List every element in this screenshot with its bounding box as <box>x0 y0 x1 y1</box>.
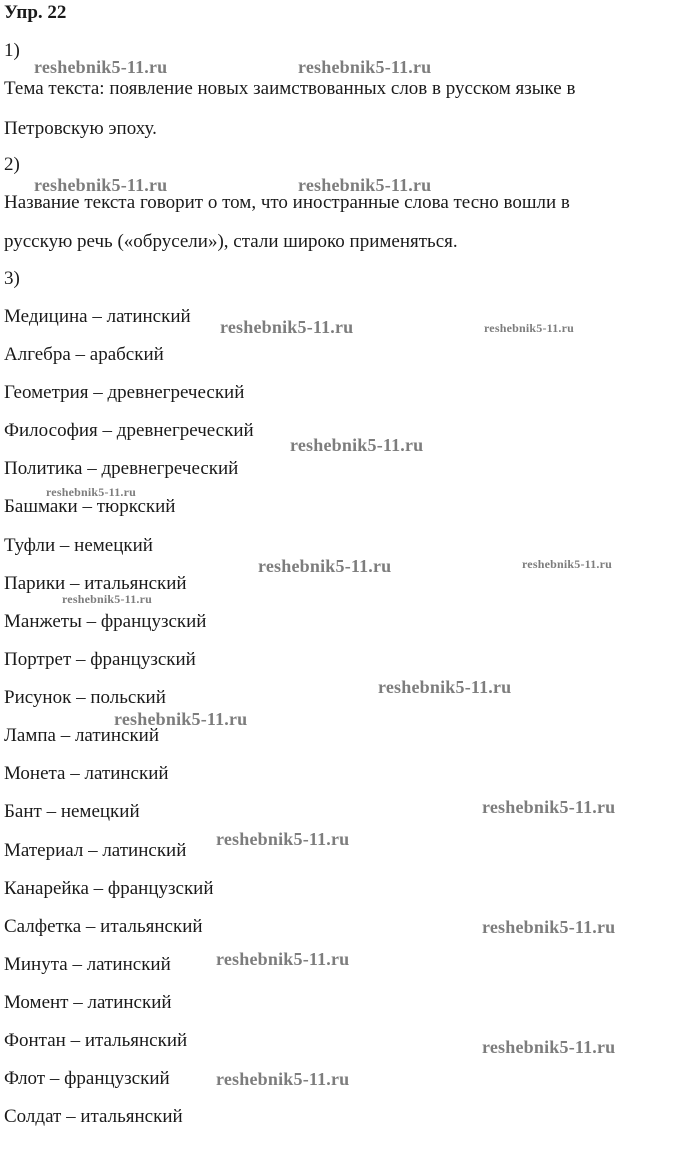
watermark: reshebnik5-11.ru <box>378 677 512 697</box>
list-item: Парики – итальянский <box>4 573 187 594</box>
watermark: reshebnik5-11.ru <box>522 557 612 571</box>
list-item: Алгебра – арабский <box>4 344 164 365</box>
list-item: Флот – французский <box>4 1068 170 1089</box>
list-item: Портрет – французский <box>4 649 196 670</box>
list-item: Политика – древнегреческий <box>4 458 239 479</box>
list-item: Философия – древнегреческий <box>4 420 254 441</box>
list-item: Канарейка – французский <box>4 878 214 899</box>
list-item: Момент – латинский <box>4 992 172 1013</box>
list-item: Лампа – латинский <box>4 725 160 746</box>
list-item: Башмаки – тюркский <box>4 496 176 517</box>
list-item: Туфли – немецкий <box>4 535 153 556</box>
list-item: Медицина – латинский <box>4 306 191 327</box>
watermark: reshebnik5-11.ru <box>258 556 392 576</box>
section-2-label: 2) <box>4 154 20 175</box>
watermark: reshebnik5-11.ru <box>34 175 168 195</box>
section-1-text-line: Петровскую эпоху. <box>4 118 157 139</box>
section-3-label: 3) <box>4 268 20 289</box>
list-item: Рисунок – польский <box>4 687 166 708</box>
section-1-text-line: Тема текста: появление новых заимствованных слов в русском языке в <box>4 78 576 99</box>
watermark: reshebnik5-11.ru <box>290 435 424 455</box>
watermark: reshebnik5-11.ru <box>482 917 616 937</box>
list-item: Монета – латинский <box>4 763 169 784</box>
watermark: reshebnik5-11.ru <box>484 321 574 335</box>
watermark: reshebnik5-11.ru <box>62 592 152 606</box>
watermark: reshebnik5-11.ru <box>298 175 432 195</box>
watermark: reshebnik5-11.ru <box>216 1069 350 1089</box>
list-item: Минута – латинский <box>4 954 171 975</box>
list-item: Фонтан – итальянский <box>4 1030 188 1051</box>
list-item: Солдат – итальянский <box>4 1106 183 1127</box>
list-item: Салфетка – итальянский <box>4 916 203 937</box>
section-2-text-line: Название текста говорит о том, что иностранные слова тесно вошли в <box>4 192 570 213</box>
exercise-title: Упр. 22 <box>4 2 67 23</box>
watermark: reshebnik5-11.ru <box>482 1037 616 1057</box>
watermark: reshebnik5-11.ru <box>114 709 248 729</box>
list-item: Геометрия – древнегреческий <box>4 382 245 403</box>
list-item: Манжеты – французский <box>4 611 207 632</box>
watermark: reshebnik5-11.ru <box>220 317 354 337</box>
watermark: reshebnik5-11.ru <box>298 57 432 77</box>
watermark: reshebnik5-11.ru <box>216 949 350 969</box>
section-2-text-line: русскую речь («обрусели»), стали широко применяться. <box>4 231 458 252</box>
section-1-label: 1) <box>4 40 20 61</box>
watermark: reshebnik5-11.ru <box>46 485 136 499</box>
watermark: reshebnik5-11.ru <box>482 797 616 817</box>
list-item: Бант – немецкий <box>4 801 140 822</box>
watermark: reshebnik5-11.ru <box>34 57 168 77</box>
list-item: Материал – латинский <box>4 840 187 861</box>
watermark: reshebnik5-11.ru <box>216 829 350 849</box>
